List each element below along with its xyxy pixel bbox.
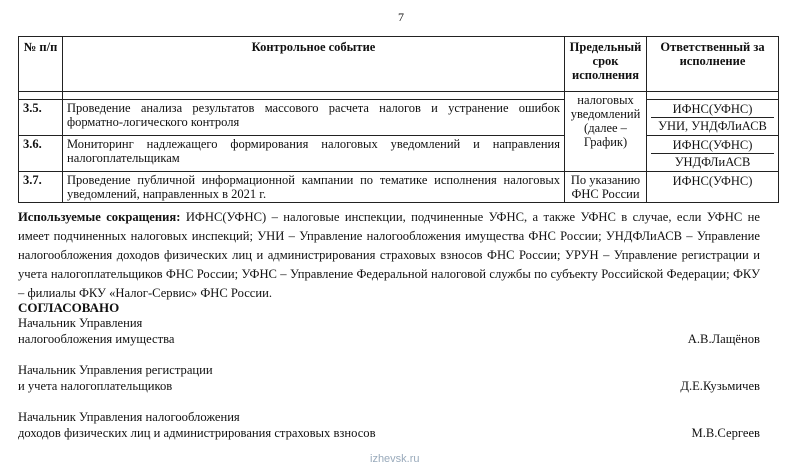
approval-title: СОГЛАСОВАНО (18, 300, 120, 315)
signatory-position: доходов физических лиц и администрирования страховых взносов (18, 426, 376, 440)
header-deadline: Предельный срок исполнения (565, 37, 647, 92)
signatory-block (18, 315, 760, 347)
responsible-entry: УНДФЛиАСВ (674, 155, 751, 169)
signatory-position: и учета налогоплательщиков (18, 379, 173, 393)
abbreviations-paragraph (18, 208, 760, 303)
row-responsible (647, 172, 779, 203)
signatory-name: Д.Е.Кузьмичев (680, 379, 760, 393)
signatory-position: налогообложения имущества (18, 332, 175, 346)
control-events-table (18, 36, 779, 203)
table-header-row (19, 37, 779, 92)
abbreviations-label: Используемые сокращения: (18, 210, 181, 224)
signatory-name: А.В.Лащёнов (687, 332, 760, 346)
responsible-entry: ИФНС(УФНС) (651, 137, 774, 154)
row-num: 3.5. (19, 100, 63, 136)
table-row (19, 100, 779, 136)
responsible-entry: ИФНС(УФНС) (651, 101, 774, 118)
table-row (19, 172, 779, 203)
header-num: № п/п (19, 37, 63, 92)
shared-deadline-cell: налоговых уведомлений (далее – График) (565, 92, 647, 172)
abbreviations-text: ИФНС(УФНС) – налоговые инспекции, подчиненные УФНС, а также УФНС в случае, если УФНС не имеет подчиненных налоговых инспекций; УНИ – Управление налогообложения имущества ФНС России; УНДФЛиАСВ – Управление налогообложения доходов физических лиц и администрирования страховых взносов ФНС России; УРУН – Управление регистрации и учета налогоплательщиков ФНС России; УФНС – Управление Федеральной налоговой службы по субъекту Российской Федерации; ФКУ – филиалы ФКУ «Налог-Сервис» ФНС России. (18, 210, 760, 300)
signatory-position: Начальник Управления регистрации (18, 363, 213, 377)
row-event: Проведение публичной информационной кампании по тематике исполнения налоговых уведомлений, направленных в 2021 г. (63, 172, 565, 203)
row-responsible (647, 100, 779, 136)
table-row (19, 136, 779, 172)
header-responsible: Ответственный за исполнение (647, 37, 779, 92)
row-event: Проведение анализа результатов массового расчета налогов и устранение ошибок форматно-логического контроля (63, 100, 565, 136)
signatory-block (18, 409, 760, 441)
signatory-block (18, 362, 760, 394)
row-event: Мониторинг надлежащего формирования налоговых уведомлений и направления налогоплательщикам (63, 136, 565, 172)
row-num: 3.6. (19, 136, 63, 172)
page-number: 7 (398, 10, 404, 24)
row-num: 3.7. (19, 172, 63, 203)
signatory-position: Начальник Управления (18, 316, 143, 330)
watermark: izhevsk.ru (370, 453, 420, 465)
row-deadline: По указанию ФНС России (565, 172, 647, 203)
table-row-spacer (19, 92, 779, 100)
responsible-entry: ИФНС(УФНС) (672, 174, 753, 188)
header-event: Контрольное событие (63, 37, 565, 92)
responsible-entry: УНИ, УНДФЛиАСВ (658, 119, 767, 133)
signatory-position: Начальник Управления налогообложения (18, 410, 240, 424)
signatory-name: М.В.Сергеев (691, 426, 760, 440)
row-responsible (647, 136, 779, 172)
